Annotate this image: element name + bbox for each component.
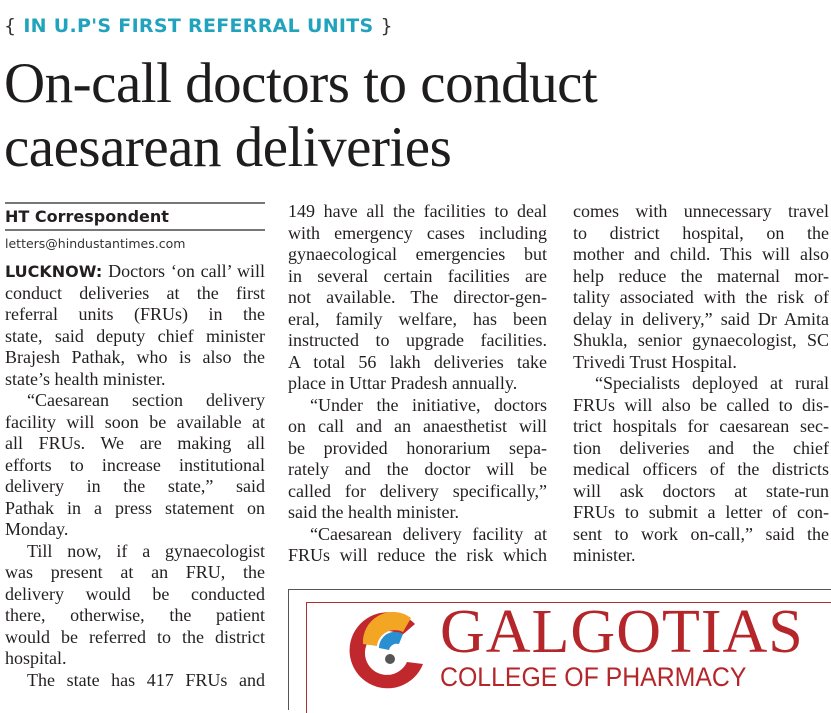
text-line-wrap [573,395,829,415]
text-line-content: 149 have all the facilities to deal [288,201,547,221]
text-line [288,201,547,223]
text-line-content: said the health minister. [288,502,459,522]
text-line-content: on call and an anaesthetist will [288,416,547,436]
text-line-wrap [5,261,265,281]
text-line-content: was present at an FRU, the [5,562,265,582]
text-line [5,283,265,305]
text-line [288,244,547,266]
text-line-wrap [288,223,547,243]
text-line [288,481,547,503]
text-line-content: with emergency cases including [288,222,547,243]
text-line-wrap [288,287,547,307]
text-line [5,670,265,692]
text-line-wrap [573,545,636,565]
byline: HT Correspondent [5,207,169,226]
text-line [5,519,265,541]
text-line [5,433,265,455]
text-line [5,412,265,434]
text-line-wrap [573,266,829,286]
text-line-wrap [573,502,829,522]
text-line-wrap [5,412,265,432]
text-line [5,627,265,649]
text-line-content: comes with unnecessary travel [573,201,829,221]
text-line [5,605,265,627]
text-line [5,369,265,391]
text-line [5,648,265,670]
text-line-wrap [27,541,265,561]
text-line-wrap [288,481,547,501]
text-line-wrap [288,438,547,458]
text-line-wrap [310,395,547,415]
text-line-wrap [288,330,547,350]
section-kicker [4,14,393,38]
text-line-wrap [5,433,265,453]
text-line-content: “Caesarean section delivery [27,390,265,410]
text-line [288,395,547,417]
text-line-content: “Under the initiative, doctors [310,394,547,415]
text-line-wrap [595,373,829,393]
text-line-wrap [5,326,265,346]
text-line-content: A total 56 lakh deliveries take [288,351,547,372]
text-line [5,347,265,369]
dateline: LUCKNOW: [5,262,103,281]
text-line-content: delay in delivery,” said Dr Amita [573,308,829,329]
text-line [573,416,829,438]
text-line-content: be provided honorarium sepa- [288,437,547,458]
text-line [288,223,547,245]
text-line [5,304,265,326]
text-line-wrap [573,309,829,329]
headline-line-2: caesarean deliveries [4,116,452,179]
galgotias-logo-icon [345,604,435,694]
text-line-content: place in Uttar Pradesh annually. [288,373,518,393]
text-line [5,498,265,520]
kicker-open-brace: { [4,15,17,37]
text-line [288,502,547,524]
text-line-content: help reduce the maternal mor- [573,265,829,286]
text-line-content: Monday. [5,519,69,539]
text-line-wrap [288,352,547,372]
headline-line-1: On-call doctors to conduct [4,52,598,115]
byline-top-rule [5,202,265,204]
text-line-wrap [5,369,165,389]
text-line-wrap [5,627,265,647]
text-line-content: FRUs to submit a letter of con- [573,502,829,522]
text-line-content: referral units (FRUs) in the [5,304,265,324]
text-line-wrap [288,502,459,522]
text-line [573,266,829,288]
text-line-wrap [310,524,547,544]
text-line-wrap [5,519,68,539]
text-line-content: Till now, if a gynaecologist [27,540,265,561]
text-line [573,352,829,374]
article-column-3 [573,201,829,567]
text-line-wrap [573,244,829,264]
text-line-wrap [288,266,547,286]
text-line-wrap [573,330,829,350]
text-line [5,261,265,283]
text-line-wrap [5,584,265,604]
text-line [573,524,829,546]
text-line-content: state, said deputy chief minister [5,325,265,346]
text-line-content: state’s health minister. [5,368,166,389]
text-line [573,459,829,481]
text-line-content: instructed to upgrade facilities. [288,330,547,350]
text-line-content: gynaecological emergencies but [288,244,547,264]
text-line-content: mother and child. This will also [573,244,829,264]
text-line-content: FRUs will reduce the risk which [288,545,547,565]
text-line-wrap [27,670,265,690]
text-line-content: delivery would be conducted [5,583,265,604]
text-line-wrap [288,545,547,565]
text-line-content: facility will soon be available at [5,411,265,432]
text-line-wrap [573,287,829,307]
author-email[interactable]: letters@hindustantimes.com [5,236,186,251]
text-line [573,201,829,223]
text-line-content: The state has 417 FRUs and [27,669,265,690]
text-line [573,502,829,524]
text-line-wrap [5,562,265,582]
text-line-wrap [5,283,265,303]
text-line-wrap [288,244,547,264]
text-line-wrap [573,459,829,479]
text-line-content: FRUs will also be called to dis- [573,394,829,415]
byline-bottom-rule [5,229,265,231]
text-line [288,266,547,288]
text-line-content: sent to work on-call,” said the [573,523,829,544]
text-line-content: not available. The director-gen- [288,287,547,307]
text-line-wrap [288,459,547,479]
advertiser-name: GALGOTIAS [440,598,804,666]
text-line-content: Trivedi Trust Hospital. [573,351,737,372]
text-line-wrap [573,438,829,458]
text-line-wrap [5,476,265,496]
headline [4,52,597,180]
text-line-content: eral, family welfare, has been [288,308,547,329]
text-line-content: tion deliveries and the chief [573,437,829,458]
text-line-wrap [573,223,829,243]
text-line [573,309,829,331]
text-line [5,584,265,606]
text-line-content: efforts to increase institutional [5,454,265,475]
article-column-2 [288,201,547,567]
text-line [573,330,829,352]
text-line-wrap [573,481,829,501]
text-line [573,481,829,503]
text-line [288,373,547,395]
text-line-wrap [573,524,829,544]
text-line-wrap [573,352,737,372]
kicker-close-brace: } [380,15,393,37]
text-line [288,330,547,352]
text-line-wrap [573,201,829,221]
text-line [573,545,829,567]
text-line-wrap [5,304,265,324]
text-line [288,287,547,309]
text-line-content: tality associated with the risk of [573,287,829,307]
text-line-content: in several certain facilities are [288,265,547,286]
text-line [573,244,829,266]
text-line-content: “Caesarean delivery facility at [310,523,547,544]
text-line [573,438,829,460]
text-line [5,455,265,477]
text-line-wrap [288,416,547,436]
text-line [5,326,265,348]
text-line [288,524,547,546]
text-line-content: called for delivery specifically,” [288,480,547,501]
text-line-wrap [5,648,67,668]
text-line [573,287,829,309]
text-line-content: would be referred to the district [5,626,265,647]
text-line-content: medical officers of the districts [573,459,829,479]
text-line [288,309,547,331]
text-line-content: to district hospital, on the [573,222,829,243]
text-line-content: all FRUs. We are making all [5,433,265,453]
text-line [5,476,265,498]
text-line [573,223,829,245]
text-line-content: will ask doctors at state-run [573,480,829,501]
text-line-content: Pathak in a press statement on [5,497,265,518]
text-line-content: hospital. [5,648,67,668]
kicker-text: IN U.P'S FIRST REFERRAL UNITS [23,15,374,37]
text-line-content: delivery in the state,” said [5,476,265,496]
text-line-wrap [5,498,265,518]
advertiser-subtitle: COLLEGE OF PHARMACY [440,662,747,692]
text-line [5,562,265,584]
text-line [288,438,547,460]
text-line-wrap [5,347,265,367]
text-line-wrap [288,373,517,393]
text-line-content: Doctors ‘on call’ will [102,261,265,281]
text-line [573,395,829,417]
text-line [288,545,547,567]
text-line-content: conduct deliveries at the first [5,282,265,303]
text-line-content: Brajesh Pathak, who is also the [5,347,265,367]
article-column-1 [5,261,265,691]
text-line-content: “Specialists deployed at rural [595,373,829,393]
text-line-content: there, otherwise, the patient [5,605,265,625]
text-line-content: trict hospitals for caesarean sec- [573,416,829,436]
text-line [573,373,829,395]
text-line-content: minister. [573,545,636,565]
text-line-wrap [573,416,829,436]
text-line-wrap [27,390,265,410]
text-line-wrap [288,309,547,329]
text-line [5,541,265,563]
text-line-content: rately and the doctor will be [288,459,547,479]
text-line-wrap [288,201,547,221]
text-line-wrap [5,455,265,475]
text-line [288,352,547,374]
text-line [288,416,547,438]
text-line-wrap [5,605,265,625]
text-line-content: Shukla, senior gynaecologist, SC [573,330,829,350]
text-line [5,390,265,412]
text-line [288,459,547,481]
